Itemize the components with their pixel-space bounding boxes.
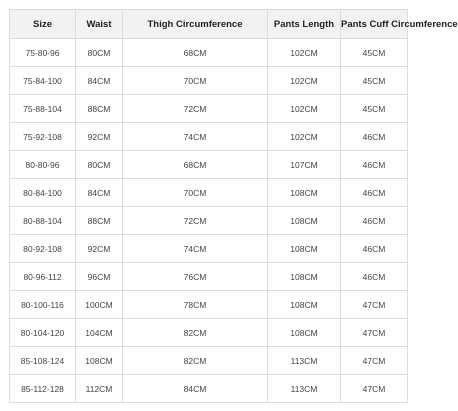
table-row: [10, 235, 408, 263]
size-chart-table: [9, 9, 458, 403]
cell-size: 75-88-104: [10, 95, 76, 123]
cell-size: 80-92-108: [10, 235, 76, 263]
cell-thigh: 70CM: [123, 179, 268, 207]
cell-thigh: 76CM: [123, 263, 268, 291]
cell-length: 102CM: [268, 123, 341, 151]
cell-thigh: 74CM: [123, 123, 268, 151]
cell-waist: 104CM: [76, 319, 123, 347]
cell-cuff: 47CM: [341, 319, 408, 347]
size-chart-container: [9, 9, 458, 402]
cell-size: 75-80-96: [10, 39, 76, 67]
cell-cuff: 46CM: [341, 235, 408, 263]
cell-length: 108CM: [268, 235, 341, 263]
header-pants-cuff-circumference: Pants Cuff Circumference: [341, 10, 408, 39]
cell-length: 107CM: [268, 151, 341, 179]
cell-waist: 108CM: [76, 347, 123, 375]
table-row: [10, 123, 408, 151]
cell-size: 80-84-100: [10, 179, 76, 207]
cell-thigh: 68CM: [123, 151, 268, 179]
cell-size: 80-80-96: [10, 151, 76, 179]
cell-length: 108CM: [268, 179, 341, 207]
table-row: [10, 67, 408, 95]
table-row: [10, 207, 408, 235]
cell-size: 80-100-116: [10, 291, 76, 319]
table-row: [10, 95, 408, 123]
cell-waist: 92CM: [76, 123, 123, 151]
cell-thigh: 82CM: [123, 319, 268, 347]
cell-length: 113CM: [268, 375, 341, 403]
cell-cuff: 47CM: [341, 347, 408, 375]
cell-cuff: 45CM: [341, 95, 408, 123]
cell-thigh: 72CM: [123, 207, 268, 235]
cell-length: 108CM: [268, 207, 341, 235]
cell-cuff: 46CM: [341, 207, 408, 235]
table-row: [10, 151, 408, 179]
cell-size: 85-112-128: [10, 375, 76, 403]
header-waist: Waist: [76, 10, 123, 39]
table-row: [10, 291, 408, 319]
cell-length: 108CM: [268, 263, 341, 291]
header-size: Size: [10, 10, 76, 39]
cell-size: 80-104-120: [10, 319, 76, 347]
cell-waist: 80CM: [76, 39, 123, 67]
cell-size: 80-88-104: [10, 207, 76, 235]
cell-waist: 112CM: [76, 375, 123, 403]
cell-size: 85-108-124: [10, 347, 76, 375]
cell-length: 108CM: [268, 319, 341, 347]
cell-length: 108CM: [268, 291, 341, 319]
cell-thigh: 84CM: [123, 375, 268, 403]
cell-thigh: 74CM: [123, 235, 268, 263]
cell-thigh: 72CM: [123, 95, 268, 123]
cell-length: 102CM: [268, 39, 341, 67]
cell-cuff: 46CM: [341, 263, 408, 291]
table-row: [10, 375, 408, 403]
table-row: [10, 179, 408, 207]
cell-size: 75-92-108: [10, 123, 76, 151]
header-pants-length: Pants Length: [268, 10, 341, 39]
table-row: [10, 319, 408, 347]
cell-waist: 88CM: [76, 95, 123, 123]
table-row: [10, 39, 408, 67]
cell-thigh: 78CM: [123, 291, 268, 319]
cell-waist: 100CM: [76, 291, 123, 319]
header-row: [10, 10, 408, 39]
cell-cuff: 46CM: [341, 151, 408, 179]
cell-size: 75-84-100: [10, 67, 76, 95]
cell-waist: 84CM: [76, 67, 123, 95]
cell-waist: 92CM: [76, 235, 123, 263]
cell-thigh: 82CM: [123, 347, 268, 375]
cell-waist: 84CM: [76, 179, 123, 207]
cell-cuff: 47CM: [341, 291, 408, 319]
cell-cuff: 46CM: [341, 179, 408, 207]
cell-cuff: 45CM: [341, 39, 408, 67]
table-row: [10, 263, 408, 291]
cell-length: 102CM: [268, 95, 341, 123]
cell-length: 113CM: [268, 347, 341, 375]
cell-waist: 88CM: [76, 207, 123, 235]
cell-cuff: 45CM: [341, 67, 408, 95]
cell-size: 80-96-112: [10, 263, 76, 291]
cell-length: 102CM: [268, 67, 341, 95]
cell-cuff: 46CM: [341, 123, 408, 151]
cell-cuff: 47CM: [341, 375, 408, 403]
table-row: [10, 347, 408, 375]
cell-waist: 80CM: [76, 151, 123, 179]
header-thigh-circumference: Thigh Circumference: [123, 10, 268, 39]
cell-thigh: 70CM: [123, 67, 268, 95]
cell-thigh: 68CM: [123, 39, 268, 67]
cell-waist: 96CM: [76, 263, 123, 291]
